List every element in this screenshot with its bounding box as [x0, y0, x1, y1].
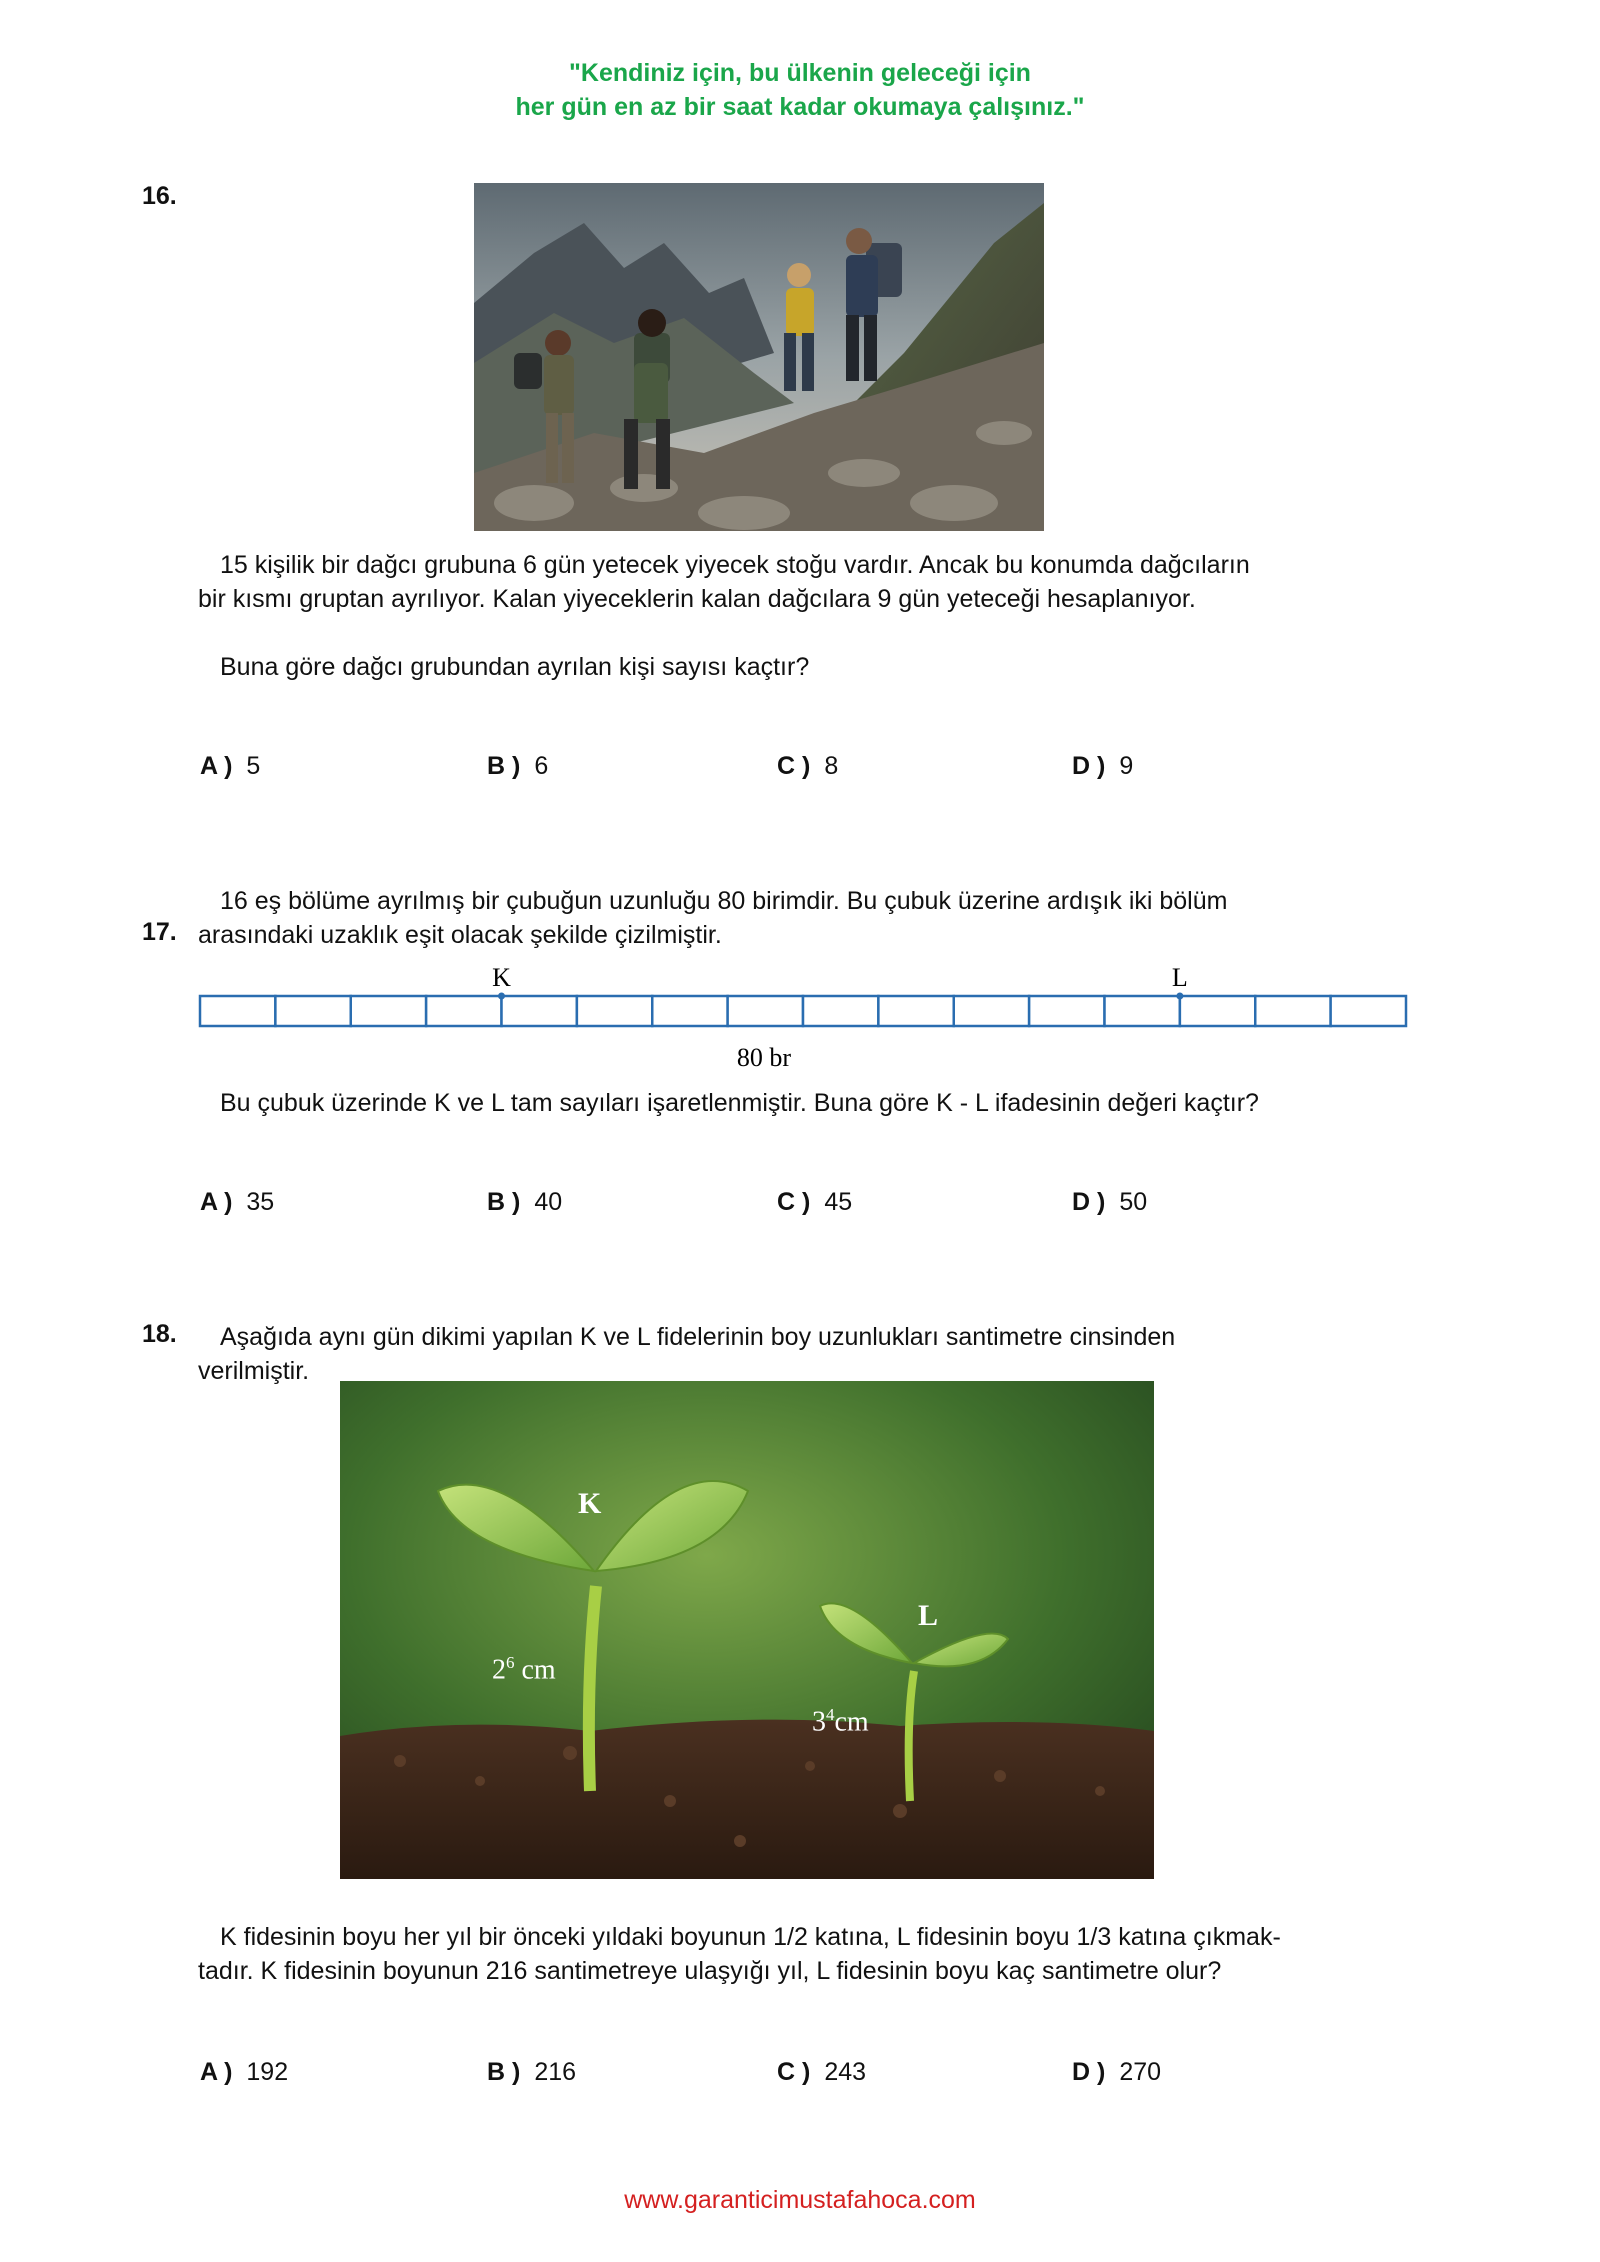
bar-segment: [652, 996, 727, 1026]
k-point-marker: [498, 993, 505, 1000]
bar-segment: [1180, 996, 1255, 1026]
bar-segment: [1331, 996, 1406, 1026]
k-height-base: 2: [492, 1654, 506, 1686]
option-value: 35: [246, 1188, 275, 1216]
bar-segment: [351, 996, 426, 1026]
option-letter: C ): [777, 752, 811, 780]
option-letter: B ): [487, 752, 521, 780]
seedling-k-label: K: [578, 1487, 602, 1520]
k-label: K: [492, 963, 511, 992]
option-letter: B ): [487, 1188, 521, 1216]
hikers-illustration: [474, 183, 1044, 531]
segmented-bar: [198, 962, 1412, 1072]
q18-option-d[interactable]: [1072, 2058, 1161, 2087]
q16-option-c[interactable]: [777, 752, 838, 781]
seedling-l-label: L: [918, 1599, 939, 1632]
q17-option-a[interactable]: [200, 1188, 274, 1217]
seedling-k-height: [492, 1653, 556, 1686]
seedlings-photo: [340, 1381, 1154, 1879]
header-line-2: her gün en az bir saat kadar okumaya çalışınız.": [515, 93, 1085, 121]
bar-segment: [1255, 996, 1330, 1026]
q18-body-line-2: tadır. K fidesinin boyunun 216 santimetreye ulaşyığı yıl, L fidesinin boyu kaç santimetre olur?: [198, 1957, 1222, 1985]
l-point-marker: [1176, 993, 1183, 1000]
bar-length-label: 80 br: [736, 1043, 792, 1072]
bar-segment: [954, 996, 1029, 1026]
option-value: 6: [534, 752, 549, 780]
option-letter: A ): [200, 1188, 233, 1216]
header-line-1: "Kendiniz için, bu ülkenin geleceği için: [569, 59, 1031, 87]
l-height-unit: cm: [834, 1706, 869, 1738]
q18-option-a[interactable]: [200, 2058, 288, 2087]
q16-question: Buna göre dağcı grubundan ayrılan kişi sayısı kaçtır?: [220, 653, 810, 681]
footer-url[interactable]: www.garanticimustafahoca.com: [624, 2186, 976, 2214]
q17-option-d[interactable]: [1072, 1188, 1147, 1217]
option-value: 40: [534, 1188, 563, 1216]
option-value: 8: [824, 752, 839, 780]
bar-segment: [803, 996, 878, 1026]
l-height-exponent: 4: [826, 1705, 835, 1724]
q16-option-d[interactable]: [1072, 752, 1133, 781]
q18-text-line-1: Aşağıda aynı gün dikimi yapılan K ve L fidelerinin boy uzunlukları santimetre cinsinden: [220, 1323, 1176, 1351]
seedlings-illustration: [340, 1381, 1154, 1879]
bar-segment: [878, 996, 953, 1026]
q17-text-line-2: arasındaki uzaklık eşit olacak şekilde çizilmiştir.: [198, 921, 722, 949]
q16-text-line-2: bir kısmı gruptan ayrılıyor. Kalan yiyeceklerin kalan dağcılara 9 gün yeteceği hesaplanıyor.: [198, 585, 1196, 613]
q17-option-b[interactable]: [487, 1188, 562, 1217]
q18-option-c[interactable]: [777, 2058, 866, 2087]
seedling-l-height: [812, 1705, 869, 1738]
q17-question: Bu çubuk üzerinde K ve L tam sayıları işaretlenmiştir. Buna göre K - L ifadesinin değeri kaçtır?: [220, 1089, 1259, 1117]
option-letter: B ): [487, 2058, 521, 2086]
q17-option-c[interactable]: [777, 1188, 852, 1217]
q18-body-line-1: K fidesinin boyu her yıl bir önceki yıldaki boyunun 1/2 katına, L fidesinin boyu 1/3 katına çıkmak-: [220, 1923, 1281, 1951]
option-letter: C ): [777, 2058, 811, 2086]
bar-segment: [502, 996, 577, 1026]
option-value: 50: [1119, 1188, 1148, 1216]
option-value: 192: [246, 2058, 289, 2086]
q16-option-b[interactable]: [487, 752, 548, 781]
question-number-18: 18.: [142, 1320, 177, 1348]
bar-segment: [1029, 996, 1104, 1026]
option-value: 243: [824, 2058, 867, 2086]
option-letter: D ): [1072, 1188, 1106, 1216]
q16-option-a[interactable]: [200, 752, 260, 781]
page-header: [0, 56, 1600, 124]
hikers-photo: [474, 183, 1044, 531]
k-height-exponent: 6: [506, 1653, 515, 1672]
q17-text-line-1: 16 eş bölüme ayrılmış bir çubuğun uzunluğu 80 birimdir. Bu çubuk üzerine ardışık iki bölüm: [220, 887, 1228, 915]
number-bar-diagram: [198, 962, 1412, 1072]
option-letter: A ): [200, 752, 233, 780]
option-value: 216: [534, 2058, 577, 2086]
option-letter: C ): [777, 1188, 811, 1216]
option-letter: D ): [1072, 752, 1106, 780]
bar-segment: [200, 996, 275, 1026]
bar-segment: [728, 996, 803, 1026]
option-letter: D ): [1072, 2058, 1106, 2086]
bar-segment: [275, 996, 350, 1026]
option-value: 9: [1119, 752, 1134, 780]
q16-text-line-1: 15 kişilik bir dağcı grubuna 6 gün yetecek yiyecek stoğu vardır. Ancak bu konumda dağcıların: [220, 551, 1250, 579]
bar-segment: [426, 996, 501, 1026]
q18-option-b[interactable]: [487, 2058, 576, 2087]
option-value: 45: [824, 1188, 853, 1216]
option-value: 270: [1119, 2058, 1162, 2086]
bar-segment: [577, 996, 652, 1026]
question-number-16: 16.: [142, 182, 177, 210]
q18-text-line-2: verilmiştir.: [198, 1357, 310, 1385]
option-value: 5: [246, 752, 261, 780]
bar-segment: [1105, 996, 1180, 1026]
k-height-unit: cm: [514, 1654, 556, 1686]
question-number-17: 17.: [142, 918, 177, 946]
l-height-base: 3: [812, 1706, 826, 1738]
option-letter: A ): [200, 2058, 233, 2086]
l-label: L: [1171, 963, 1188, 992]
